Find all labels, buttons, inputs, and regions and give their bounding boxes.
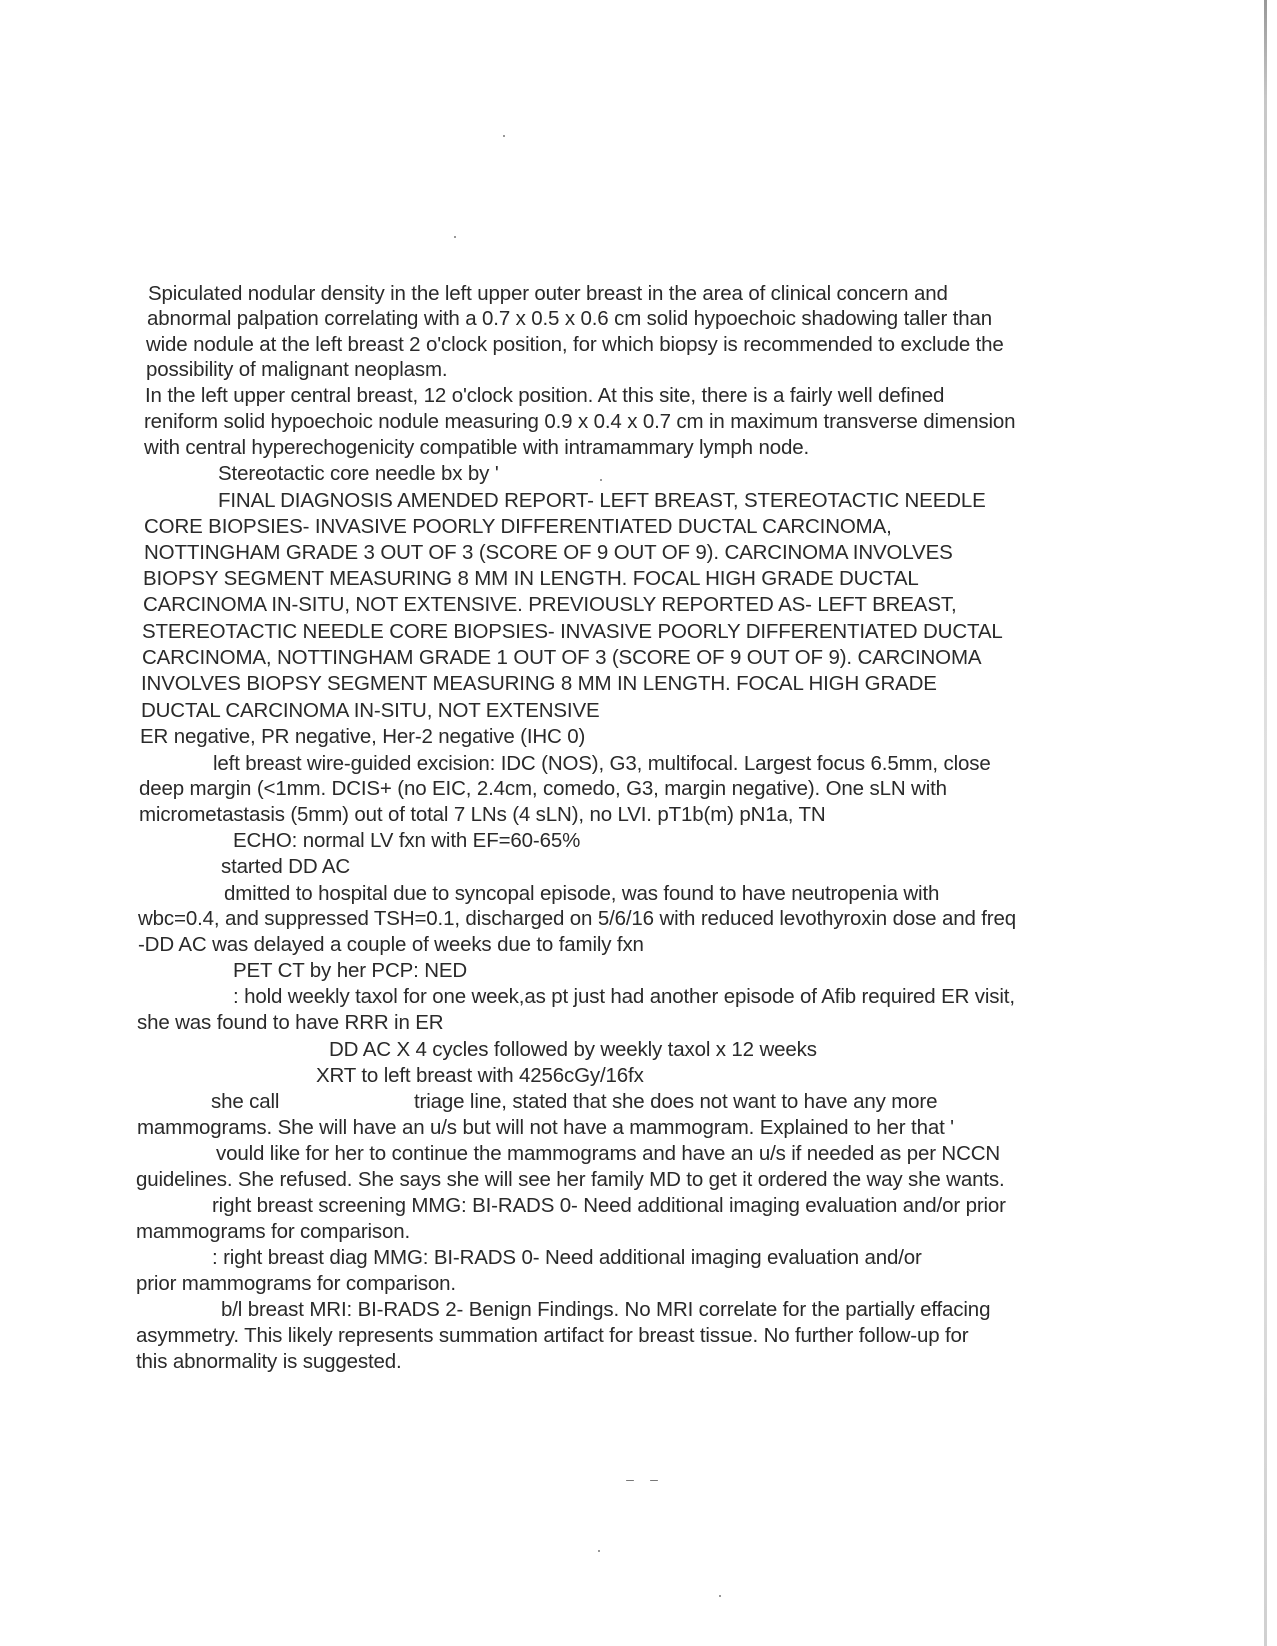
text-line: In the left upper central breast, 12 o'clock position. At this site, there is a fairly well defined bbox=[145, 384, 945, 407]
scan-speck bbox=[719, 1595, 721, 1597]
text-line: DD AC X 4 cycles followed by weekly taxol x 12 weeks bbox=[329, 1038, 817, 1061]
text-line: Spiculated nodular density in the left upper outer breast in the area of clinical concern and bbox=[148, 282, 948, 305]
text-line: right breast screening MMG: BI-RADS 0- Need additional imaging evaluation and/or prior bbox=[212, 1194, 1006, 1217]
text-line: prior mammograms for comparison. bbox=[136, 1272, 456, 1295]
text-line: abnormal palpation correlating with a 0.7 x 0.5 x 0.6 cm solid hypoechoic shadowing taller than bbox=[147, 307, 992, 330]
scan-speck bbox=[503, 135, 505, 137]
text-line: triage line, stated that she does not want to have any more bbox=[414, 1090, 938, 1113]
scan-speck bbox=[598, 1550, 600, 1552]
text-line: XRT to left breast with 4256cGy/16fx bbox=[316, 1064, 644, 1087]
text-line: PET CT by her PCP: NED bbox=[233, 959, 468, 982]
scan-speck bbox=[454, 236, 456, 238]
text-line: this abnormality is suggested. bbox=[136, 1350, 402, 1373]
text-line: -DD AC was delayed a couple of weeks due to family fxn bbox=[138, 933, 644, 956]
text-line: STEREOTACTIC NEEDLE CORE BIOPSIES- INVASIVE POORLY DIFFERENTIATED DUCTAL bbox=[142, 620, 1003, 643]
text-line: : right breast diag MMG: BI-RADS 0- Need additional imaging evaluation and/or bbox=[212, 1246, 922, 1269]
scan-speck bbox=[650, 1480, 658, 1481]
text-line: NOTTINGHAM GRADE 3 OUT OF 3 (SCORE OF 9 OUT OF 9). CARCINOMA INVOLVES bbox=[144, 541, 953, 564]
text-line: wide nodule at the left breast 2 o'clock position, for which biopsy is recommended to exclude the bbox=[146, 333, 1004, 356]
text-line: CARCINOMA, NOTTINGHAM GRADE 1 OUT OF 3 (SCORE OF 9 OUT OF 9). CARCINOMA bbox=[142, 646, 982, 669]
text-line: DUCTAL CARCINOMA IN-SITU, NOT EXTENSIVE bbox=[141, 699, 600, 722]
text-line: CORE BIOPSIES- INVASIVE POORLY DIFFERENTIATED DUCTAL CARCINOMA, bbox=[144, 515, 892, 538]
scan-edge-line bbox=[1264, 0, 1267, 1646]
text-line: started DD AC bbox=[221, 855, 351, 878]
text-line: mammograms for comparison. bbox=[136, 1220, 411, 1243]
scan-speck bbox=[626, 1480, 634, 1481]
text-line: asymmetry. This likely represents summation artifact for breast tissue. No further follow-up for bbox=[136, 1324, 969, 1347]
text-line: CARCINOMA IN-SITU, NOT EXTENSIVE. PREVIOUSLY REPORTED AS- LEFT BREAST, bbox=[143, 593, 957, 616]
text-line: b/l breast MRI: BI-RADS 2- Benign Findings. No MRI correlate for the partially effacing bbox=[221, 1298, 991, 1321]
text-line: she call bbox=[211, 1090, 280, 1113]
text-line: mammograms. She will have an u/s but will not have a mammogram. Explained to her that ' bbox=[137, 1116, 954, 1139]
text-line: micrometastasis (5mm) out of total 7 LNs (4 sLN), no LVI. pT1b(m) pN1a, TN bbox=[139, 803, 826, 826]
text-line: with central hyperechogenicity compatible with intramammary lymph node. bbox=[144, 436, 810, 459]
text-line: vould like for her to continue the mammograms and have an u/s if needed as per NCCN bbox=[216, 1142, 1001, 1165]
text-line: left breast wire-guided excision: IDC (NOS), G3, multifocal. Largest focus 6.5mm, close bbox=[213, 752, 991, 775]
text-line: : hold weekly taxol for one week,as pt just had another episode of Afib required ER visit, bbox=[233, 985, 1015, 1008]
text-line: deep margin (<1mm. DCIS+ (no EIC, 2.4cm, comedo, G3, margin negative). One sLN with bbox=[139, 777, 947, 800]
scan-speck bbox=[600, 479, 602, 481]
text-line: FINAL DIAGNOSIS AMENDED REPORT- LEFT BREAST, STEREOTACTIC NEEDLE bbox=[218, 489, 986, 512]
text-line: guidelines. She refused. She says she will see her family MD to get it ordered the way she wants. bbox=[136, 1168, 1005, 1191]
text-line: reniform solid hypoechoic nodule measuring 0.9 x 0.4 x 0.7 cm in maximum transverse dimension bbox=[144, 410, 1016, 433]
text-line: BIOPSY SEGMENT MEASURING 8 MM IN LENGTH. FOCAL HIGH GRADE DUCTAL bbox=[143, 567, 919, 590]
text-line: INVOLVES BIOPSY SEGMENT MEASURING 8 MM IN LENGTH. FOCAL HIGH GRADE bbox=[141, 672, 937, 695]
text-line: she was found to have RRR in ER bbox=[137, 1011, 444, 1034]
text-line: wbc=0.4, and suppressed TSH=0.1, discharged on 5/6/16 with reduced levothyroxin dose and freq bbox=[138, 907, 1016, 930]
text-line: possibility of malignant neoplasm. bbox=[146, 358, 448, 381]
text-line: Stereotactic core needle bx by ' bbox=[218, 462, 499, 485]
text-line: dmitted to hospital due to syncopal episode, was found to have neutropenia with bbox=[224, 882, 940, 905]
text-line: ECHO: normal LV fxn with EF=60-65% bbox=[233, 829, 581, 852]
text-line: ER negative, PR negative, Her-2 negative (IHC 0) bbox=[140, 725, 586, 748]
